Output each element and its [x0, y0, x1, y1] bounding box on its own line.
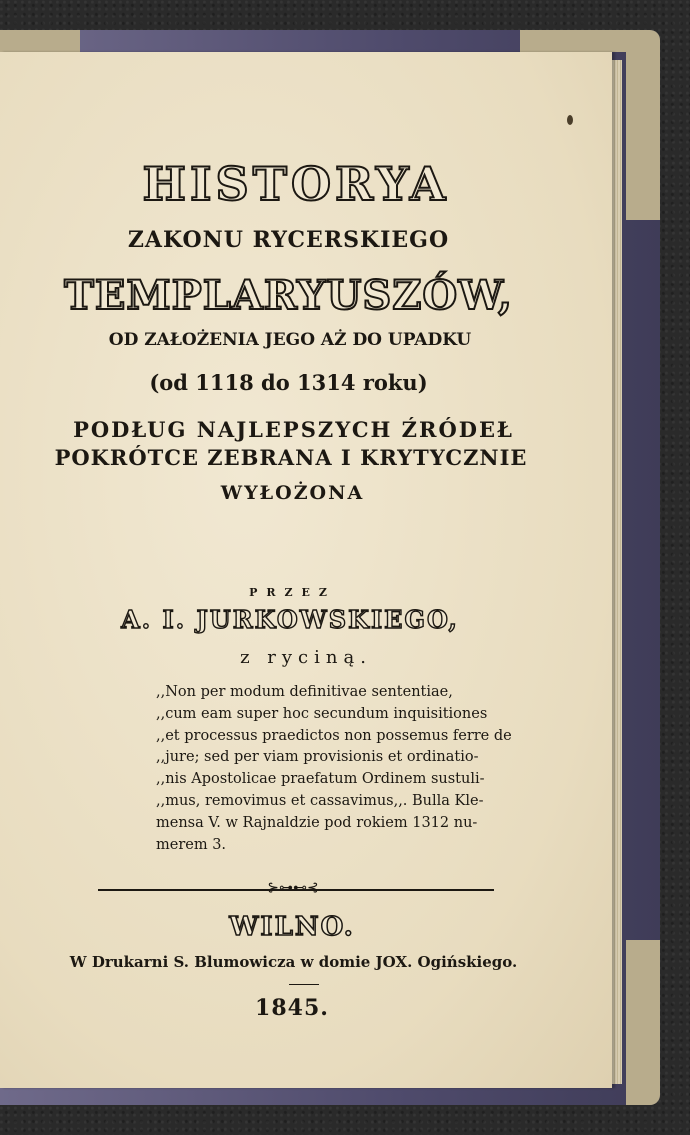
source-line-1: PODŁUG NAJLEPSZYCH ŹRÓDEŁ — [73, 417, 514, 442]
epigraph-quote — [156, 682, 536, 856]
quote-line: ,,cum eam super hoc secundum inquisitiones — [156, 705, 488, 722]
quote-line: ,,Non per modum definitivae sententiae, — [156, 684, 453, 700]
divider-ornament: ⊱⊶⊷⊰ — [267, 880, 319, 896]
secondary-title: TEMPLARYUSZÓW, — [64, 272, 513, 319]
quote-line: merem 3. — [156, 836, 227, 853]
short-rule — [289, 984, 319, 985]
main-title: HISTORYA — [142, 157, 450, 211]
page-edges — [612, 60, 622, 1084]
cover-corner-right-bottom — [626, 940, 660, 1105]
author-line — [0, 605, 612, 634]
quote-line: ,,mus, removimus et cassavimus,,. Bulla Kle- — [156, 792, 484, 809]
city: WILNO. — [229, 912, 355, 942]
cover-corner-top-right — [520, 30, 630, 52]
cover-corner-right-top — [626, 30, 660, 220]
date-range: (od 1118 do 1314 roku) — [149, 370, 428, 395]
publication-year: 1845. — [255, 995, 329, 1021]
quote-line: ,,nis Apostolicae praefatum Ordinem sustuli- — [156, 771, 485, 788]
quote-line: ,,jure; sed per viam provisionis et ordinatio- — [156, 749, 479, 766]
subtitle-history-span: OD ZAŁOŻENIA JEGO AŻ DO UPADKU — [108, 330, 472, 350]
cover-corner-top-left — [0, 30, 80, 52]
author-name: A. I. JURKOWSKIEGO, — [121, 605, 459, 634]
quote-line: ,,et processus praedictos non possemus ferre de — [156, 727, 512, 744]
quote-line: mensa V. w Rajnaldzie pod rokiem 1312 nu- — [156, 814, 478, 831]
city-line — [0, 912, 612, 942]
ink-stain — [567, 115, 573, 125]
subtitle-order: ZAKONU RYCERSKIEGO — [127, 227, 450, 253]
source-line-2: POKRÓTCE ZEBRANA I KRYTYCZNIE — [54, 445, 528, 470]
source-line-3: WYŁOŻONA — [220, 482, 365, 504]
illustration-note: z ryciną. — [240, 647, 372, 668]
printer-line: W Drukarni S. Blumowicza w domie JOX. Ogińskiego. — [69, 953, 518, 971]
title-page — [0, 52, 612, 1088]
by-label: PRZEZ — [249, 586, 336, 599]
